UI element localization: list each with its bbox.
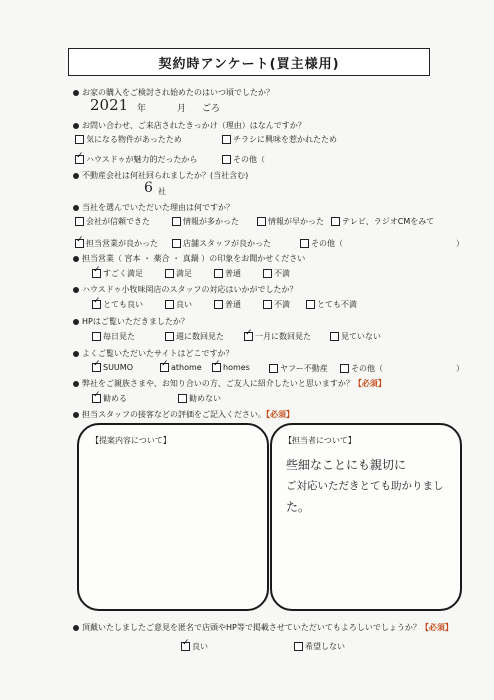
month-label: 月 [177,104,187,114]
checkbox-icon[interactable] [263,300,272,309]
option-checkbox[interactable]: 良い [165,299,192,310]
option-checkbox[interactable]: 普通 [214,299,241,310]
checkbox-icon[interactable] [178,394,187,403]
question-1-text: お家の購入をご検討され始めたのはいつ頃でしたか？ [82,88,274,97]
option-checkbox[interactable]: 店舗スタッフが良かった [172,238,271,249]
handwritten-year: 2021 [90,96,129,114]
checkbox-icon[interactable] [214,300,223,309]
option-checkbox[interactable]: 満足 [165,268,192,279]
checkbox-icon[interactable] [300,239,309,248]
option-checkbox[interactable]: 希望しない [294,641,345,652]
question-4-text: 当社を選んでいただいた理由は何ですか？ [82,203,234,212]
handwritten-comment: 些細なことにも親切に ご対応いただきとても助かりまし た。 [286,458,444,514]
checkbox-icon[interactable] [92,332,101,341]
year-label: 年 [137,104,147,114]
bullet-icon [73,412,79,418]
option-checkbox[interactable]: ✓ 一月に数回見た [244,331,311,342]
checkbox-checked-icon[interactable] [92,363,101,372]
option-checkbox[interactable]: ✓ homes [212,363,250,372]
unit-label: 社 [158,187,166,196]
checkbox-icon[interactable] [222,155,231,164]
checkbox-icon[interactable] [165,300,174,309]
question-7 [73,316,189,327]
checkbox-checked-icon[interactable] [212,363,221,372]
option-checkbox[interactable]: その他（ [340,363,383,374]
question-5 [73,253,305,264]
option-checkbox[interactable]: 会社が信頼できた [75,216,150,227]
checkbox-icon[interactable] [257,217,266,226]
checkbox-icon[interactable] [172,239,181,248]
close-paren: ） [456,364,464,373]
checkbox-icon[interactable] [294,642,303,651]
checkbox-checked-icon[interactable] [244,332,253,341]
option-checkbox[interactable]: ✓とても良い [92,299,143,310]
option-checkbox[interactable]: 不満 [263,268,290,279]
option-checkbox[interactable]: 毎日見た [92,331,135,342]
question-9-text: 弊社をご親族さまや、お知り合いの方、ご友人に紹介したいと思いますか？ [82,379,354,388]
option-checkbox[interactable]: とても不満 [306,299,357,310]
option-checkbox[interactable]: 普通 [214,268,241,279]
staff-comment-box[interactable] [270,423,462,611]
bullet-icon [73,173,79,179]
option-checkbox[interactable]: その他（ [222,154,265,165]
bullet-icon [73,205,79,211]
question-7-text: HPはご覧いただきましたか？ [82,317,189,326]
question-8-text: よくご覧いただいたサイトはどこですか？ [82,349,234,358]
proposal-label: 【提案内容について】 [91,436,171,445]
option-checkbox[interactable]: その他（ [300,238,343,249]
question-5-text: 担当営業（ 宮本 ・ 薬合 ・ 真鍋 ）の印象をお聞かせください [82,254,306,263]
checkbox-icon[interactable] [330,332,339,341]
checkbox-checked-icon[interactable] [181,642,190,651]
checkbox-icon[interactable] [222,135,231,144]
checkbox-checked-icon[interactable] [160,363,169,372]
option-checkbox[interactable]: 不満 [263,299,290,310]
checkbox-checked-icon[interactable] [75,155,84,164]
bullet-icon [73,381,79,387]
option-checkbox[interactable]: 見ていない [330,331,381,342]
question-3 [73,170,248,181]
bullet-icon [73,625,79,631]
checkbox-icon[interactable] [214,269,223,278]
checkbox-icon[interactable] [165,269,174,278]
bullet-icon [73,90,79,96]
checkbox-icon[interactable] [165,332,174,341]
checkbox-icon[interactable] [263,269,272,278]
question-2 [73,120,306,131]
required-badge: 【必須】 [420,623,453,632]
bullet-icon [73,123,79,129]
question-10 [73,409,294,420]
option-checkbox[interactable]: 情報が多かった [172,216,239,227]
option-checkbox[interactable]: 勧めない [178,393,221,404]
required-badge: 【必須】 [266,410,294,419]
option-checkbox[interactable]: チラシに興味を惹かれたため [222,134,337,145]
question-3-text: 不動産会社は何社回られましたか？(当社含む) [82,171,249,180]
bullet-icon [73,287,79,293]
suffix-label: ごろ [202,104,221,114]
question-9 [73,378,386,389]
bullet-icon [73,319,79,325]
checkbox-icon[interactable] [269,364,278,373]
checkbox-icon[interactable] [75,217,84,226]
option-checkbox[interactable]: ✓担当営業が良かった [75,238,158,249]
question-4 [73,202,234,213]
checkbox-checked-icon[interactable] [92,394,101,403]
option-checkbox[interactable]: ✓ハウスドゥが魅力的だったから [75,154,198,165]
question-8 [73,348,233,359]
handwritten-count: 6 [144,180,153,196]
bullet-icon [73,256,79,262]
proposal-comment-box[interactable] [77,423,269,611]
option-checkbox[interactable]: ✓勧める [92,393,127,404]
option-checkbox[interactable]: ✓すごく満足 [92,268,143,279]
question-6-text: ハウスドゥ小牧味岡店のスタッフの対応はいかがでしたか？ [82,285,298,294]
checkbox-checked-icon[interactable] [92,269,101,278]
bullet-icon [73,351,79,357]
required-badge: 【必須】 [353,379,386,388]
question-6 [73,284,298,295]
page-title: 契約時アンケート(買主様用) [68,48,430,76]
checkbox-checked-icon[interactable] [92,300,101,309]
checkbox-icon[interactable] [75,135,84,144]
question-11 [73,622,453,633]
staff-label: 【担当者について】 [284,436,356,445]
checkbox-icon[interactable] [340,364,349,373]
close-paren: ） [456,239,464,248]
checkbox-icon[interactable] [306,300,315,309]
option-checkbox[interactable]: ヤフー不動産 [269,363,328,374]
option-checkbox[interactable]: 気になる物件があったため [75,134,182,145]
option-checkbox[interactable]: 週に数回見た [165,331,224,342]
question-10-text: 担当スタッフの接客などの評価をご記入ください。 [82,410,266,419]
option-checkbox[interactable]: ✓ athome [160,363,202,372]
question-2-text: お問い合わせ、ご来店されたきっかけ（理由）はなんですか？ [82,121,306,130]
checkbox-icon[interactable] [331,217,340,226]
option-checkbox[interactable]: 情報が早かった [257,216,324,227]
option-checkbox[interactable]: ✓SUUMO [92,363,133,372]
option-checkbox[interactable]: テレビ、ラジオCMをみて [331,216,434,227]
option-checkbox[interactable]: ✓良い [181,641,208,652]
checkbox-icon[interactable] [172,217,181,226]
question-11-text: 頂戴いたしましたご意見を匿名で店頭やHP等で掲載させていただいてもよろしいでしょうか？ [82,623,421,632]
checkbox-checked-icon[interactable] [75,239,84,248]
